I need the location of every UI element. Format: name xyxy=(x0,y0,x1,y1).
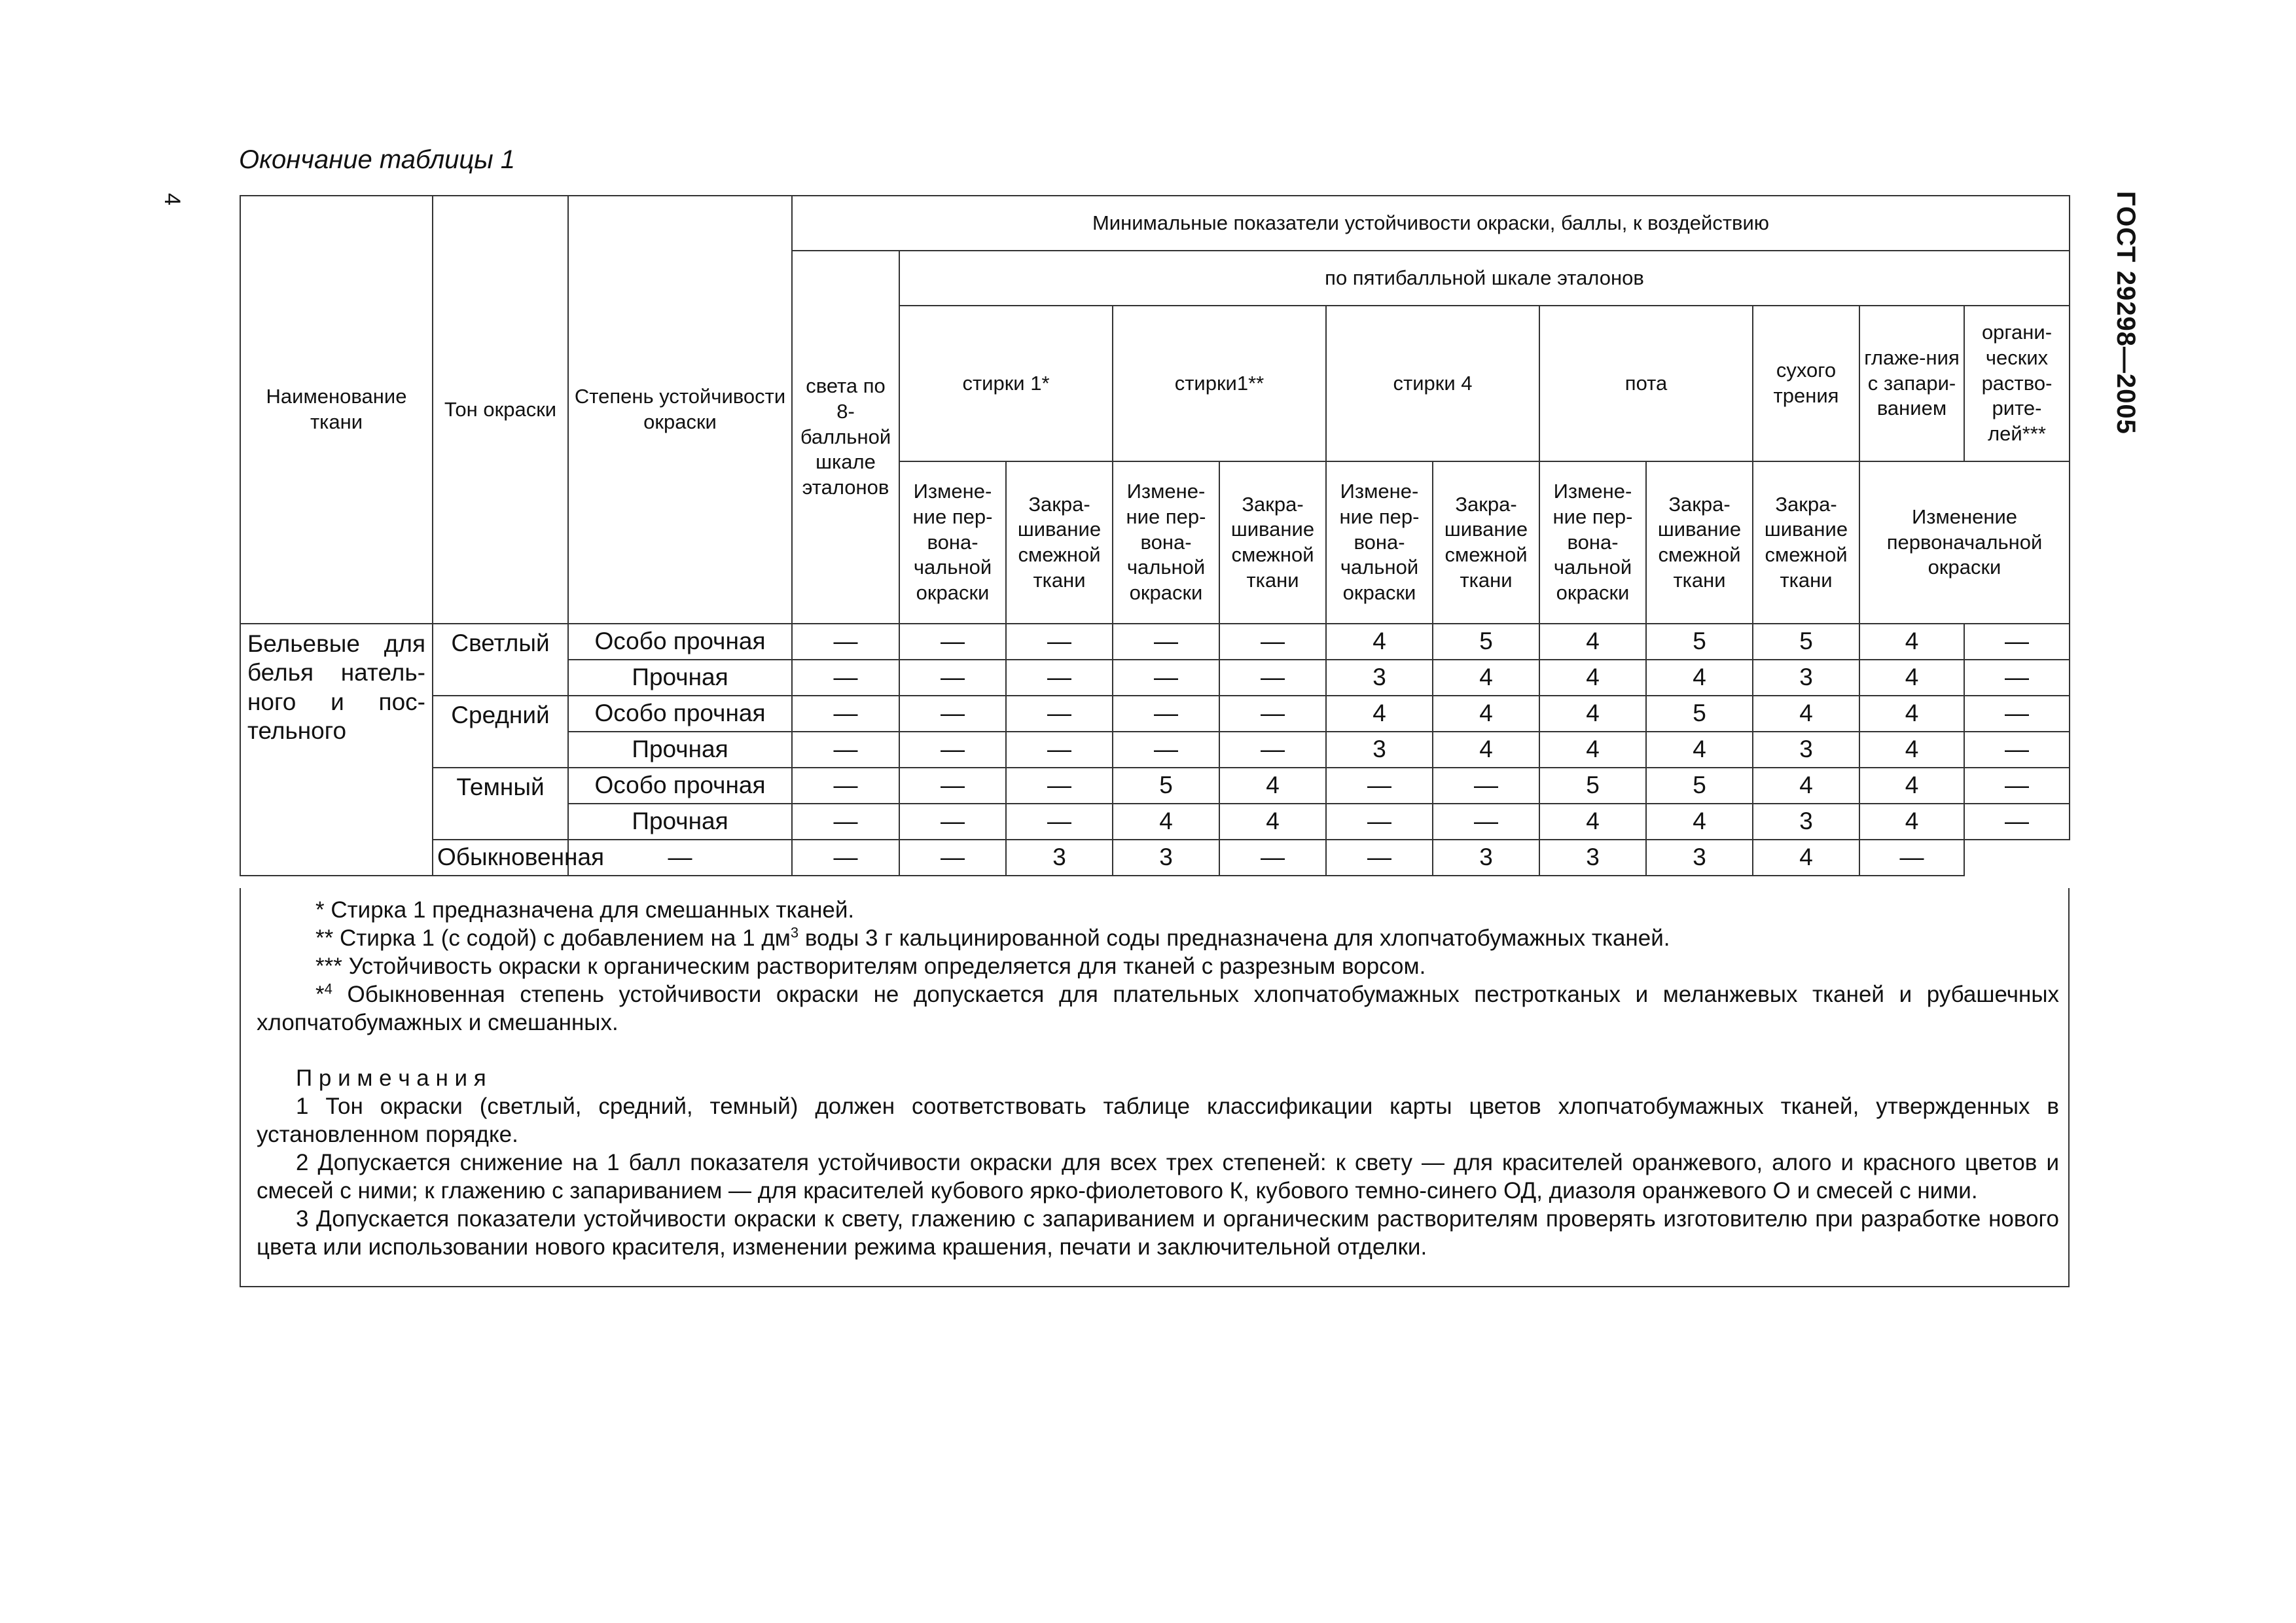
header-organic: органи-ческих раство-рите-лей*** xyxy=(1964,306,2070,461)
header-change-initial: Изменение первоначальной окраски xyxy=(1859,461,2070,624)
value-cell: — xyxy=(568,840,792,876)
value-cell: 3 xyxy=(1113,840,1219,876)
value-cell: 4 xyxy=(1219,804,1326,840)
value-cell: — xyxy=(1113,696,1219,732)
header-change: Измене-ние пер-вона-чальной окраски xyxy=(1539,461,1646,624)
value-cell: 5 xyxy=(1539,768,1646,804)
table-row xyxy=(240,696,2070,732)
value-cell: — xyxy=(1006,732,1113,768)
tone-cell: Темный xyxy=(433,768,568,840)
value-cell: 4 xyxy=(1539,804,1646,840)
value-cell: — xyxy=(899,660,1006,696)
value-cell: 4 xyxy=(1859,696,1964,732)
value-cell: — xyxy=(1219,624,1326,660)
value-cell: 5 xyxy=(1753,624,1859,660)
header-dry-rub: сухого трения xyxy=(1753,306,1859,461)
table-row xyxy=(240,624,2070,660)
value-cell: — xyxy=(1964,696,2070,732)
value-cell: 3 xyxy=(1006,840,1113,876)
value-cell: 5 xyxy=(1646,768,1753,804)
header-wash1: стирки 1* xyxy=(899,306,1113,461)
value-cell: 4 xyxy=(1539,624,1646,660)
page-number: 4 xyxy=(160,193,185,205)
degree-cell: Прочная xyxy=(568,732,792,768)
value-cell: 4 xyxy=(1859,624,1964,660)
footnote: *$^4$ Обыкновенная степень устойчивости окраски не допускается для плательных хлопчатобумажных пестротканых и меланжевых тканей и рубашечных хлопчатобумажных и смешанных. xyxy=(257,980,2059,1035)
value-cell: — xyxy=(1006,624,1113,660)
value-cell: — xyxy=(792,624,899,660)
footnotes-block xyxy=(240,888,2070,1287)
value-cell: 3 xyxy=(1326,732,1433,768)
value-cell: — xyxy=(792,840,899,876)
tone-cell: Средний xyxy=(433,696,568,768)
value-cell: — xyxy=(1964,804,2070,840)
header-wash1-soda: стирки1** xyxy=(1113,306,1326,461)
value-cell: 4 xyxy=(1433,732,1539,768)
value-cell: 3 xyxy=(1326,660,1433,696)
value-cell: — xyxy=(1006,696,1113,732)
value-cell: 4 xyxy=(1326,624,1433,660)
value-cell: 4 xyxy=(1539,732,1646,768)
value-cell: 4 xyxy=(1859,660,1964,696)
header-ironing: глаже-ния с запари-ванием xyxy=(1859,306,1964,461)
note: 2 Допускается снижение на 1 балл показателя устойчивости окраски для всех трех степеней: к свету — для красителей оранжевого, алого и красного цветов и смесей с ними; к глажению с запариванием — для красителей кубового ярко-фиолетового К, кубового темно-синего ОД, диазоля оранжевого О и смесей с ними. xyxy=(257,1150,2059,1204)
value-cell: 4 xyxy=(1646,804,1753,840)
standard-designation: ГОСТ 29298—2005 xyxy=(2111,191,2140,435)
value-cell: — xyxy=(1433,804,1539,840)
header-stain: Закра-шивание смежной ткани xyxy=(1219,461,1326,624)
note: 1 Тон окраски (светлый, средний, темный) должен соответствовать таблице классификации карты цветов хлопчатобумажных тканей, утвержденных в установленном порядке. xyxy=(257,1094,2059,1147)
notes-title: П р и м е ч а н и я xyxy=(296,1065,486,1091)
value-cell: — xyxy=(899,624,1006,660)
value-cell: — xyxy=(792,732,899,768)
header-stain: Закра-шивание смежной ткани xyxy=(1646,461,1753,624)
degree-cell: Особо прочная xyxy=(568,768,792,804)
value-cell: — xyxy=(899,840,1006,876)
header-sweat: пота xyxy=(1539,306,1753,461)
value-cell: — xyxy=(792,768,899,804)
value-cell: — xyxy=(899,804,1006,840)
value-cell: — xyxy=(1219,840,1326,876)
header-stain: Закра-шивание смежной ткани xyxy=(1753,461,1859,624)
value-cell: — xyxy=(1964,768,2070,804)
value-cell: — xyxy=(1326,840,1433,876)
value-cell: 4 xyxy=(1433,696,1539,732)
header-tone: Тон окраски xyxy=(433,196,568,624)
value-cell: 5 xyxy=(1646,696,1753,732)
value-cell: — xyxy=(1006,768,1113,804)
value-cell: — xyxy=(1326,804,1433,840)
value-cell: — xyxy=(1326,768,1433,804)
footnote: ** Стирка 1 (с содой) с добавлением на 1 $дм^3$ воды 3 г кальцинированной соды предназначена для хлопчатобумажных тканей. xyxy=(315,924,1670,951)
value-cell: — xyxy=(1219,696,1326,732)
value-cell: 4 xyxy=(1753,840,1859,876)
value-cell: — xyxy=(1433,768,1539,804)
value-cell: — xyxy=(792,804,899,840)
value-cell: 3 xyxy=(1753,732,1859,768)
degree-cell: Обыкновенная xyxy=(433,840,568,876)
value-cell: — xyxy=(1113,624,1219,660)
value-cell: — xyxy=(1006,660,1113,696)
value-cell: 4 xyxy=(1646,732,1753,768)
value-cell: 3 xyxy=(1539,840,1646,876)
header-degree: Степень устойчивости окраски xyxy=(568,196,792,624)
value-cell: — xyxy=(1113,732,1219,768)
degree-cell: Особо прочная xyxy=(568,624,792,660)
value-cell: 5 xyxy=(1433,624,1539,660)
value-cell: 4 xyxy=(1646,660,1753,696)
value-cell: — xyxy=(792,660,899,696)
value-cell: — xyxy=(1859,840,1964,876)
header-min-indicators: Минимальные показатели устойчивости окраски, баллы, к воздействию xyxy=(792,196,2070,251)
value-cell: 3 xyxy=(1753,660,1859,696)
value-cell: — xyxy=(899,732,1006,768)
header-change: Измене-ние пер-вона-чальной окраски xyxy=(1113,461,1219,624)
footnote: *** Устойчивость окраски к органическим растворителям определяется для тканей с разрезным ворсом. xyxy=(315,954,1426,979)
footnote: * Стирка 1 предназначена для смешанных тканей. xyxy=(315,897,855,923)
value-cell: — xyxy=(1006,804,1113,840)
value-cell: 4 xyxy=(1753,768,1859,804)
degree-cell: Прочная xyxy=(568,660,792,696)
header-stain: Закра-шивание смежной ткани xyxy=(1006,461,1113,624)
value-cell: 3 xyxy=(1753,804,1859,840)
degree-cell: Прочная xyxy=(568,804,792,840)
header-change: Измене-ние пер-вона-чальной окраски xyxy=(899,461,1006,624)
table-row xyxy=(240,840,2070,876)
value-cell: — xyxy=(1964,660,2070,696)
value-cell: 4 xyxy=(1859,768,1964,804)
value-cell: 4 xyxy=(1539,660,1646,696)
header-name: Наименование ткани xyxy=(240,196,433,624)
header-wash4: стирки 4 xyxy=(1326,306,1539,461)
value-cell: — xyxy=(1964,624,2070,660)
table-row xyxy=(240,768,2070,804)
value-cell: 4 xyxy=(1113,804,1219,840)
fastness-table xyxy=(240,195,2070,876)
value-cell: — xyxy=(792,696,899,732)
value-cell: 4 xyxy=(1433,660,1539,696)
value-cell: — xyxy=(899,696,1006,732)
value-cell: 4 xyxy=(1859,804,1964,840)
header-stain: Закра-шивание смежной ткани xyxy=(1433,461,1539,624)
table-caption: Окончание таблицы 1 xyxy=(239,145,516,174)
value-cell: 5 xyxy=(1113,768,1219,804)
tone-cell: Светлый xyxy=(433,624,568,696)
note: 3 Допускается показатели устойчивости окраски к свету, глажению с запариванием и органическим растворителям проверять изготовителю при разработке нового цвета или использовании нового красителя, изменении режима крашения, печати и заключительной отделки. xyxy=(257,1206,2059,1260)
header-change: Измене-ние пер-вона-чальной окраски xyxy=(1326,461,1433,624)
value-cell: — xyxy=(899,768,1006,804)
header-five-point: по пятибалльной шкале эталонов xyxy=(899,251,2070,306)
value-cell: — xyxy=(1964,732,2070,768)
value-cell: — xyxy=(1219,660,1326,696)
value-cell: 4 xyxy=(1219,768,1326,804)
value-cell: — xyxy=(1113,660,1219,696)
value-cell: — xyxy=(1219,732,1326,768)
value-cell: 4 xyxy=(1326,696,1433,732)
fabric-name-cell: Бельевые для белья натель-ного и пос-тельного xyxy=(240,624,433,876)
value-cell: 4 xyxy=(1859,732,1964,768)
value-cell: 3 xyxy=(1646,840,1753,876)
value-cell: 4 xyxy=(1753,696,1859,732)
value-cell: 5 xyxy=(1646,624,1753,660)
value-cell: 4 xyxy=(1539,696,1646,732)
degree-cell: Особо прочная xyxy=(568,696,792,732)
header-light: света по 8-балльной шкале эталонов xyxy=(792,251,899,624)
value-cell: 3 xyxy=(1433,840,1539,876)
